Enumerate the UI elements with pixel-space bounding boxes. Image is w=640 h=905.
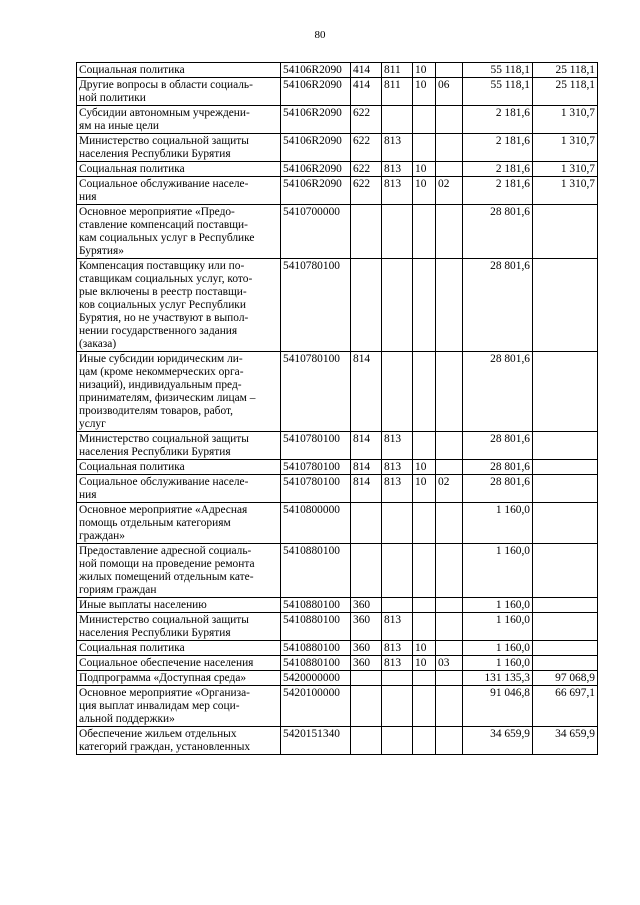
target-article-cell: 5410880100: [281, 598, 351, 613]
amount-federal-cell: [533, 475, 598, 503]
expense-type-cell: 414: [351, 63, 382, 78]
amount-federal-cell: 1 310,7: [533, 162, 598, 177]
target-article-cell: 5420000000: [281, 671, 351, 686]
row-name-cell: Основное мероприятие «Предо- ставление компенсаций поставщи- кам социальных услуг в Республике Бурятия»: [77, 205, 281, 259]
section-cell: 10: [413, 177, 436, 205]
row-name-cell: Иные субсидии юридическим ли- цам (кроме некоммерческих орга- низаций), индивидуальным пред- принимателям, физическим лицам – производителям товаров, работ, услуг: [77, 352, 281, 432]
expense-type-cell: [351, 259, 382, 352]
ministry-code-cell: [382, 259, 413, 352]
table-row: [77, 598, 598, 613]
table-row: [77, 177, 598, 205]
target-article-cell: 5420151340: [281, 727, 351, 755]
amount-cell: 28 801,6: [463, 259, 533, 352]
amount-federal-cell: [533, 598, 598, 613]
amount-cell: 1 160,0: [463, 656, 533, 671]
ministry-code-cell: 811: [382, 78, 413, 106]
target-article-cell: 54106R2090: [281, 162, 351, 177]
ministry-code-cell: 813: [382, 162, 413, 177]
row-name-cell: Субсидии автономным учреждени- ям на иные цели: [77, 106, 281, 134]
row-name-cell: Иные выплаты населению: [77, 598, 281, 613]
ministry-code-cell: 813: [382, 613, 413, 641]
ministry-code-cell: [382, 727, 413, 755]
section-cell: [413, 259, 436, 352]
subsection-cell: [436, 598, 463, 613]
expense-type-cell: 814: [351, 432, 382, 460]
section-cell: 10: [413, 63, 436, 78]
amount-cell: 2 181,6: [463, 106, 533, 134]
expense-type-cell: 622: [351, 177, 382, 205]
amount-federal-cell: [533, 352, 598, 432]
row-name-cell: Подпрограмма «Доступная среда»: [77, 671, 281, 686]
ministry-code-cell: 813: [382, 432, 413, 460]
amount-cell: 28 801,6: [463, 352, 533, 432]
ministry-code-cell: 813: [382, 475, 413, 503]
table-row: [77, 162, 598, 177]
section-cell: 10: [413, 656, 436, 671]
table-row: [77, 205, 598, 259]
ministry-code-cell: 813: [382, 460, 413, 475]
section-cell: [413, 671, 436, 686]
row-name-cell: Основное мероприятие «Организа- ция выплат инвалидам мер соци- альной поддержки»: [77, 686, 281, 727]
row-name-cell: Социальная политика: [77, 63, 281, 78]
expense-type-cell: 622: [351, 134, 382, 162]
amount-federal-cell: [533, 460, 598, 475]
section-cell: [413, 544, 436, 598]
table-body: [77, 63, 598, 755]
amount-federal-cell: [533, 432, 598, 460]
amount-federal-cell: [533, 544, 598, 598]
amount-cell: 28 801,6: [463, 475, 533, 503]
ministry-code-cell: [382, 503, 413, 544]
expense-type-cell: [351, 503, 382, 544]
section-cell: 10: [413, 641, 436, 656]
target-article-cell: 54106R2090: [281, 78, 351, 106]
ministry-code-cell: [382, 205, 413, 259]
expense-type-cell: 414: [351, 78, 382, 106]
row-name-cell: Социальное обслуживание населе- ния: [77, 177, 281, 205]
subsection-cell: 03: [436, 656, 463, 671]
row-name-cell: Социальное обеспечение населения: [77, 656, 281, 671]
section-cell: 10: [413, 475, 436, 503]
ministry-code-cell: 811: [382, 63, 413, 78]
ministry-code-cell: [382, 671, 413, 686]
subsection-cell: [436, 162, 463, 177]
amount-cell: 55 118,1: [463, 63, 533, 78]
amount-federal-cell: 25 118,1: [533, 78, 598, 106]
expense-type-cell: 814: [351, 460, 382, 475]
section-cell: 10: [413, 162, 436, 177]
target-article-cell: 5410880100: [281, 544, 351, 598]
target-article-cell: 5410780100: [281, 432, 351, 460]
table-row: [77, 475, 598, 503]
target-article-cell: 5410880100: [281, 656, 351, 671]
amount-cell: 1 160,0: [463, 503, 533, 544]
target-article-cell: 5410880100: [281, 641, 351, 656]
row-name-cell: Социальная политика: [77, 460, 281, 475]
section-cell: [413, 727, 436, 755]
target-article-cell: 5410780100: [281, 475, 351, 503]
row-name-cell: Социальное обслуживание населе- ния: [77, 475, 281, 503]
subsection-cell: [436, 686, 463, 727]
amount-cell: 91 046,8: [463, 686, 533, 727]
table-row: [77, 106, 598, 134]
target-article-cell: 54106R2090: [281, 177, 351, 205]
amount-federal-cell: 1 310,7: [533, 134, 598, 162]
target-article-cell: 5420100000: [281, 686, 351, 727]
amount-federal-cell: 1 310,7: [533, 106, 598, 134]
section-cell: 10: [413, 460, 436, 475]
amount-cell: 2 181,6: [463, 134, 533, 162]
section-cell: [413, 598, 436, 613]
ministry-code-cell: [382, 598, 413, 613]
table-row: [77, 671, 598, 686]
amount-federal-cell: [533, 641, 598, 656]
subsection-cell: [436, 503, 463, 544]
ministry-code-cell: [382, 686, 413, 727]
table-row: [77, 503, 598, 544]
target-article-cell: 54106R2090: [281, 63, 351, 78]
ministry-code-cell: [382, 352, 413, 432]
amount-cell: 34 659,9: [463, 727, 533, 755]
ministry-code-cell: 813: [382, 656, 413, 671]
expense-type-cell: 360: [351, 656, 382, 671]
subsection-cell: [436, 641, 463, 656]
ministry-code-cell: 813: [382, 177, 413, 205]
amount-cell: 1 160,0: [463, 544, 533, 598]
ministry-code-cell: [382, 544, 413, 598]
row-name-cell: Министерство социальной защиты населения Республики Бурятия: [77, 134, 281, 162]
expense-type-cell: [351, 686, 382, 727]
subsection-cell: [436, 134, 463, 162]
ministry-code-cell: 813: [382, 134, 413, 162]
target-article-cell: 54106R2090: [281, 106, 351, 134]
amount-federal-cell: [533, 503, 598, 544]
amount-cell: 28 801,6: [463, 432, 533, 460]
amount-federal-cell: 25 118,1: [533, 63, 598, 78]
amount-cell: 1 160,0: [463, 613, 533, 641]
table-row: [77, 544, 598, 598]
table-row: [77, 686, 598, 727]
subsection-cell: [436, 63, 463, 78]
ministry-code-cell: [382, 106, 413, 134]
amount-cell: 55 118,1: [463, 78, 533, 106]
expense-type-cell: [351, 727, 382, 755]
amount-cell: 2 181,6: [463, 162, 533, 177]
expense-type-cell: 360: [351, 641, 382, 656]
amount-cell: 2 181,6: [463, 177, 533, 205]
amount-cell: 1 160,0: [463, 641, 533, 656]
table-row: [77, 432, 598, 460]
amount-cell: 1 160,0: [463, 598, 533, 613]
subsection-cell: [436, 432, 463, 460]
subsection-cell: [436, 259, 463, 352]
expense-type-cell: 622: [351, 162, 382, 177]
budget-table: [76, 62, 598, 755]
row-name-cell: Социальная политика: [77, 162, 281, 177]
amount-cell: 28 801,6: [463, 460, 533, 475]
row-name-cell: Компенсация поставщику или по- ставщикам социальных услуг, кото- рые включены в реестр поставщи- ков социальных услуг Республики Бурятия, но не участвуют в выпол- нении государственного задания (заказа): [77, 259, 281, 352]
expense-type-cell: [351, 205, 382, 259]
amount-federal-cell: 97 068,9: [533, 671, 598, 686]
page-number: 80: [314, 29, 326, 41]
section-cell: [413, 106, 436, 134]
amount-federal-cell: [533, 259, 598, 352]
expense-type-cell: [351, 544, 382, 598]
subsection-cell: [436, 727, 463, 755]
target-article-cell: 5410780100: [281, 460, 351, 475]
subsection-cell: 02: [436, 177, 463, 205]
expense-type-cell: 814: [351, 475, 382, 503]
subsection-cell: [436, 352, 463, 432]
table-row: [77, 352, 598, 432]
amount-federal-cell: 66 697,1: [533, 686, 598, 727]
table-row: [77, 656, 598, 671]
row-name-cell: Основное мероприятие «Адресная помощь отдельным категориям граждан»: [77, 503, 281, 544]
amount-federal-cell: [533, 613, 598, 641]
amount-federal-cell: [533, 205, 598, 259]
table-row: [77, 460, 598, 475]
table-row: [77, 134, 598, 162]
amount-cell: 131 135,3: [463, 671, 533, 686]
row-name-cell: Социальная политика: [77, 641, 281, 656]
subsection-cell: [436, 106, 463, 134]
target-article-cell: 5410780100: [281, 259, 351, 352]
table-row: [77, 727, 598, 755]
target-article-cell: 5410780100: [281, 352, 351, 432]
subsection-cell: [436, 544, 463, 598]
target-article-cell: 5410880100: [281, 613, 351, 641]
expense-type-cell: 360: [351, 598, 382, 613]
row-name-cell: Другие вопросы в области социаль- ной политики: [77, 78, 281, 106]
section-cell: [413, 205, 436, 259]
subsection-cell: [436, 205, 463, 259]
section-cell: [413, 503, 436, 544]
subsection-cell: 02: [436, 475, 463, 503]
table-row: [77, 259, 598, 352]
section-cell: [413, 686, 436, 727]
table-row: [77, 63, 598, 78]
amount-federal-cell: 34 659,9: [533, 727, 598, 755]
row-name-cell: Министерство социальной защиты населения Республики Бурятия: [77, 432, 281, 460]
row-name-cell: Министерство социальной защиты населения Республики Бурятия: [77, 613, 281, 641]
expense-type-cell: 814: [351, 352, 382, 432]
row-name-cell: Предоставление адресной социаль- ной помощи на проведение ремонта жилых помещений отдельным кате- гориям граждан: [77, 544, 281, 598]
expense-type-cell: 360: [351, 613, 382, 641]
section-cell: 10: [413, 78, 436, 106]
subsection-cell: [436, 613, 463, 641]
subsection-cell: [436, 671, 463, 686]
expense-type-cell: [351, 671, 382, 686]
target-article-cell: 54106R2090: [281, 134, 351, 162]
table-row: [77, 641, 598, 656]
target-article-cell: 5410700000: [281, 205, 351, 259]
row-name-cell: Обеспечение жильем отдельных категорий граждан, установленных: [77, 727, 281, 755]
section-cell: [413, 432, 436, 460]
amount-federal-cell: [533, 656, 598, 671]
section-cell: [413, 134, 436, 162]
expense-type-cell: 622: [351, 106, 382, 134]
subsection-cell: [436, 460, 463, 475]
target-article-cell: 5410800000: [281, 503, 351, 544]
amount-federal-cell: 1 310,7: [533, 177, 598, 205]
amount-cell: 28 801,6: [463, 205, 533, 259]
ministry-code-cell: 813: [382, 641, 413, 656]
table-row: [77, 78, 598, 106]
table-row: [77, 613, 598, 641]
section-cell: [413, 613, 436, 641]
section-cell: [413, 352, 436, 432]
subsection-cell: 06: [436, 78, 463, 106]
